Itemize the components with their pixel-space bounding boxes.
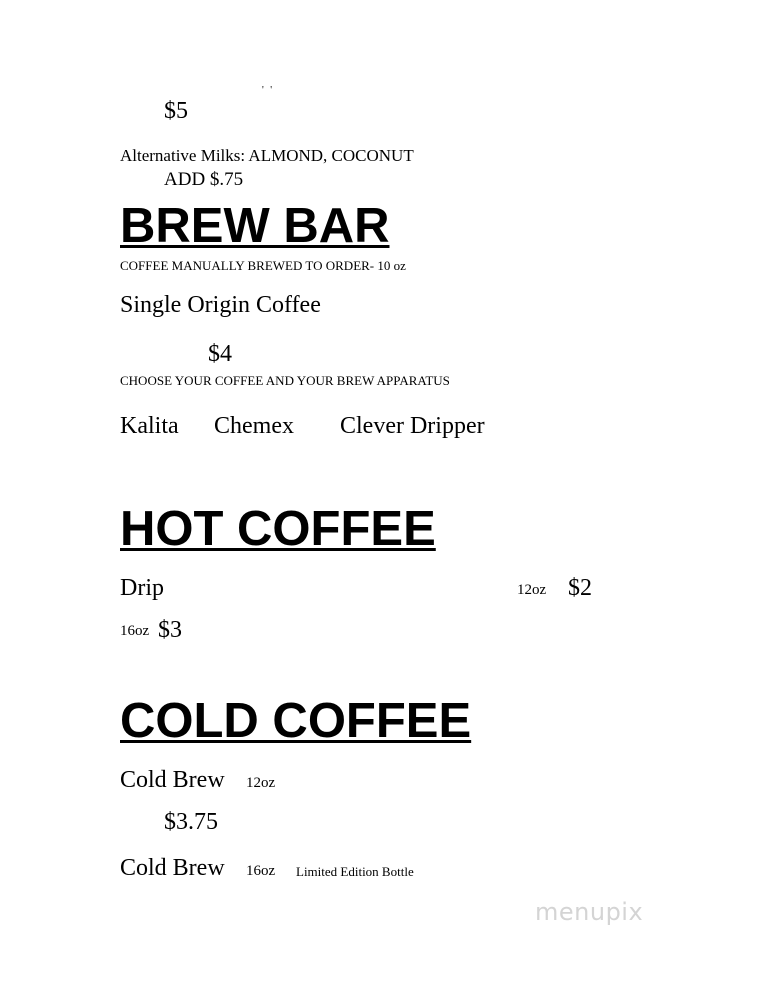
alt-milks-price: ADD $.75 — [164, 169, 244, 190]
single-origin-name: Single Origin Coffee — [120, 292, 321, 318]
cold-brew-12-name: Cold Brew — [120, 767, 225, 793]
apparatus-kalita: Kalita — [120, 413, 179, 439]
drip-size-12: 12oz — [517, 582, 547, 598]
cold-coffee-heading: COLD COFFEE — [120, 694, 472, 748]
alt-milks-label: Alternative Milks: ALMOND, COCONUT — [120, 146, 414, 165]
drip-price-12: $2 — [568, 575, 592, 601]
apparatus-chemex: Chemex — [214, 413, 294, 439]
hot-coffee-heading: HOT COFFEE — [120, 502, 436, 556]
single-origin-price: $4 — [208, 341, 232, 367]
cold-brew-16-note: Limited Edition Bottle — [296, 864, 414, 879]
cut-off-text: ' ' — [262, 85, 275, 96]
drip-name: Drip — [120, 575, 164, 601]
drip-price-16: $3 — [158, 617, 182, 643]
drip-size-16: 16oz — [120, 623, 150, 639]
cold-brew-12-price: $3.75 — [164, 809, 218, 835]
apparatus-clever-dripper: Clever Dripper — [340, 413, 485, 439]
price-top: $5 — [164, 98, 188, 124]
cold-brew-12-size: 12oz — [246, 775, 276, 791]
choose-note: CHOOSE YOUR COFFEE AND YOUR BREW APPARATUS — [120, 373, 450, 388]
brew-bar-subtitle: COFFEE MANUALLY BREWED TO ORDER- 10 oz — [120, 258, 406, 273]
cold-brew-16-size: 16oz — [246, 863, 276, 879]
watermark-logo: menupix — [535, 898, 644, 926]
brew-bar-heading: BREW BAR — [120, 199, 390, 253]
cold-brew-16-name: Cold Brew — [120, 855, 225, 881]
